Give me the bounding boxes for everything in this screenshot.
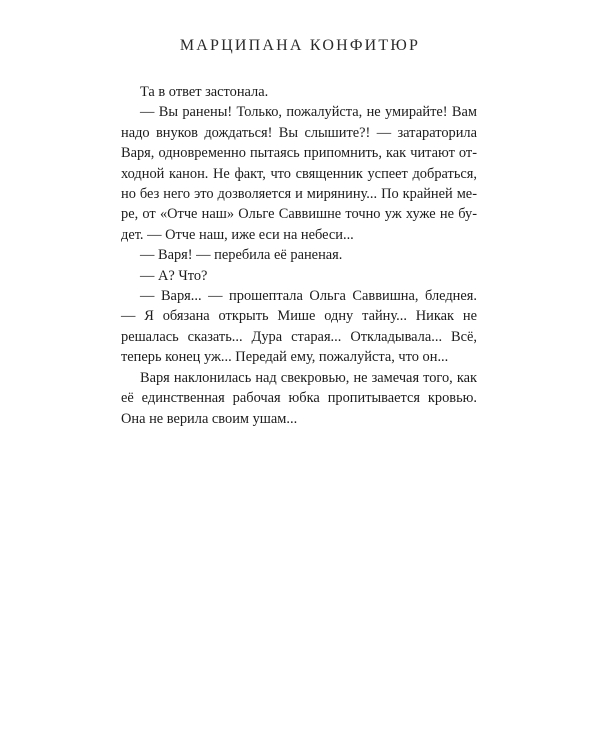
paragraph: — Вы ранены! Только, пожалуйста, не умирайте! Вам надо внуков дождаться! Вы слышите?! — затараторила Варя, одновременно пытаясь припомнить, как читают отходной канон. Не факт, что священник успеет добраться, но без него это дозволяется и мирянину... По крайней мере, от «Отче наш» Ольге Саввишне точно уж хуже не будет. — Отче наш, иже еси на небеси... bbox=[121, 104, 477, 243]
running-head-title: МАРЦИПАНА КОНФИТЮР bbox=[179, 37, 421, 54]
paragraph: — Варя! — перебила её раненая. bbox=[140, 247, 343, 264]
paragraph: Варя наклонилась над свекровью, не замечая того, как её единственная рабочая юбка пропитывается кровью. Она не верила своим ушам... bbox=[121, 369, 477, 427]
paragraph: — Варя... — прошептала Ольга Саввишна, бледнея. — Я обязана открыть Мише одну тайну... Никак не решалась сказать... Дура старая... Откладывала... Всё, теперь конец уж... Передай ему, пожалуйста, что он... bbox=[121, 288, 477, 366]
page-body bbox=[121, 82, 477, 429]
paragraph: — А? Что? bbox=[140, 267, 208, 284]
paragraph: Та в ответ застонала. bbox=[140, 84, 269, 100]
